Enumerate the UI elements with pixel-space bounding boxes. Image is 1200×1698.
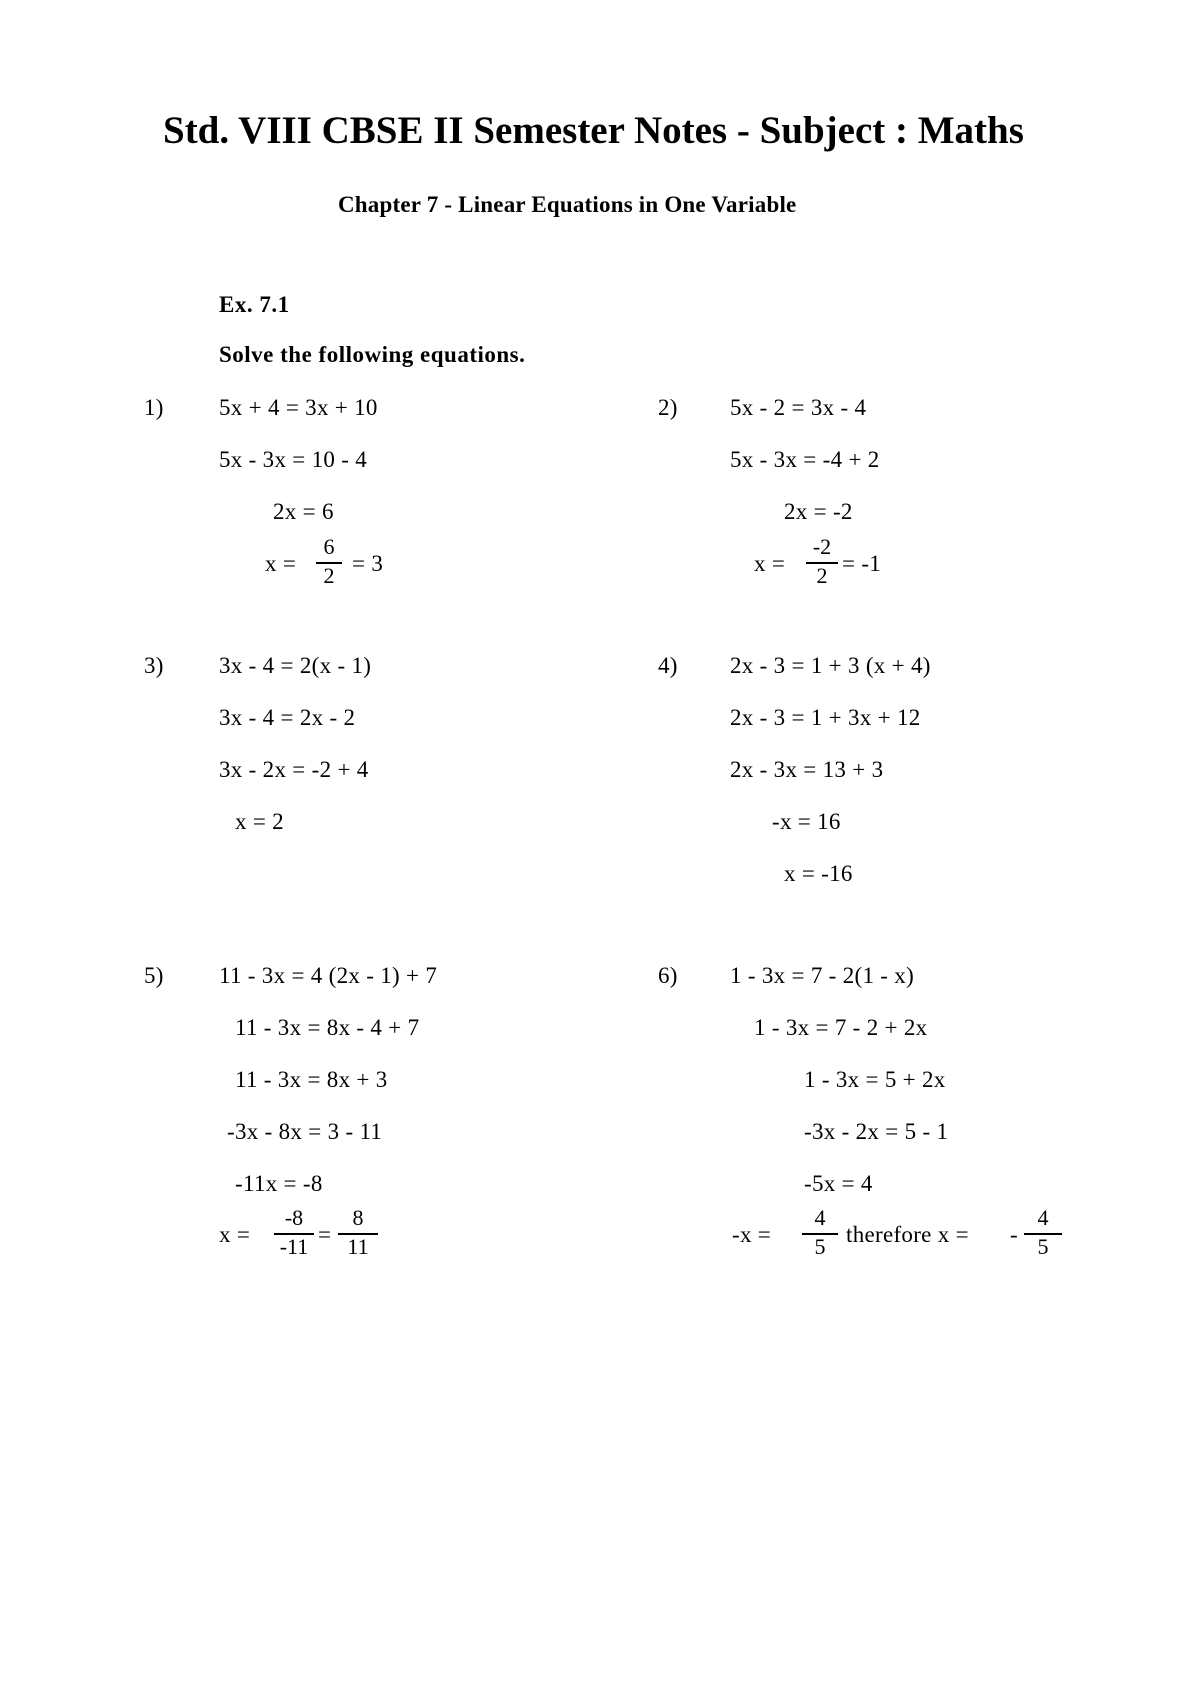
equation-line: -5x = 4 (804, 1171, 873, 1196)
denominator: -11 (279, 1234, 309, 1259)
chapter-title: Chapter 7 - Linear Equations in One Variable (338, 192, 797, 217)
problem-number: 1) (144, 395, 164, 420)
equation-line: 11 - 3x = 8x + 3 (235, 1067, 388, 1092)
equation-line: -3x - 2x = 5 - 1 (804, 1119, 949, 1144)
equation-line: -x = 16 (772, 809, 841, 834)
final-lhs: x = (754, 551, 786, 576)
exercise-label: Ex. 7.1 (219, 292, 290, 317)
final-lhs: x = (219, 1222, 251, 1247)
equation-line: 2x - 3x = 13 + 3 (730, 757, 884, 782)
fraction (316, 536, 342, 592)
numerator: -2 (812, 534, 832, 559)
numerator: 4 (1037, 1205, 1049, 1230)
final-rhs: = -1 (842, 551, 882, 576)
page-title: Std. VIII CBSE II Semester Notes - Subject : Maths (163, 109, 1024, 152)
equation-line: 2x = -2 (784, 499, 853, 524)
denominator: 5 (814, 1234, 826, 1259)
equation-line: x = 2 (235, 809, 284, 834)
equation-line: 2x - 3 = 1 + 3 (x + 4) (730, 653, 931, 678)
fraction (338, 1207, 378, 1263)
problem-number: 2) (658, 395, 678, 420)
problem-number: 5) (144, 963, 164, 988)
equation-line: 2x - 3 = 1 + 3x + 12 (730, 705, 921, 730)
equation-line: -11x = -8 (235, 1171, 323, 1196)
denominator: 2 (323, 563, 335, 588)
problem-number: 6) (658, 963, 678, 988)
numerator: 6 (323, 534, 335, 559)
equation-line: 11 - 3x = 4 (2x - 1) + 7 (219, 963, 438, 988)
numerator: 8 (352, 1205, 364, 1230)
denominator: 2 (816, 563, 828, 588)
final-mid: = (318, 1222, 332, 1247)
fraction (274, 1207, 314, 1263)
equation-line: 1 - 3x = 7 - 2(1 - x) (730, 963, 915, 988)
final-rhs: = 3 (352, 551, 384, 576)
equation-line: 1 - 3x = 7 - 2 + 2x (754, 1015, 928, 1040)
equation-line: 2x = 6 (273, 499, 334, 524)
final-lhs: x = (265, 551, 297, 576)
equation-line: x = -16 (784, 861, 853, 886)
numerator: -8 (284, 1205, 304, 1230)
problem-number: 4) (658, 653, 678, 678)
equation-line: 11 - 3x = 8x - 4 + 7 (235, 1015, 420, 1040)
equation-line: 5x - 3x = -4 + 2 (730, 447, 880, 472)
equation-line: 3x - 4 = 2(x - 1) (219, 653, 372, 678)
fraction (1024, 1207, 1062, 1263)
instruction: Solve the following equations. (219, 342, 526, 367)
equation-line: 5x + 4 = 3x + 10 (219, 395, 378, 420)
final-lhs: -x = (732, 1222, 772, 1247)
fraction (802, 1207, 838, 1263)
denominator: 11 (347, 1234, 369, 1259)
fraction (806, 536, 838, 592)
equation-line: 3x - 2x = -2 + 4 (219, 757, 369, 782)
denominator: 5 (1037, 1234, 1049, 1259)
numerator: 4 (814, 1205, 826, 1230)
problem-number: 3) (144, 653, 164, 678)
equation-line: 5x - 3x = 10 - 4 (219, 447, 368, 472)
final-sign: - (1010, 1222, 1018, 1247)
equation-line: -3x - 8x = 3 - 11 (227, 1119, 383, 1144)
equation-line: 5x - 2 = 3x - 4 (730, 395, 867, 420)
final-mid: therefore x = (846, 1222, 969, 1247)
equation-line: 1 - 3x = 5 + 2x (804, 1067, 946, 1092)
equation-line: 3x - 4 = 2x - 2 (219, 705, 356, 730)
